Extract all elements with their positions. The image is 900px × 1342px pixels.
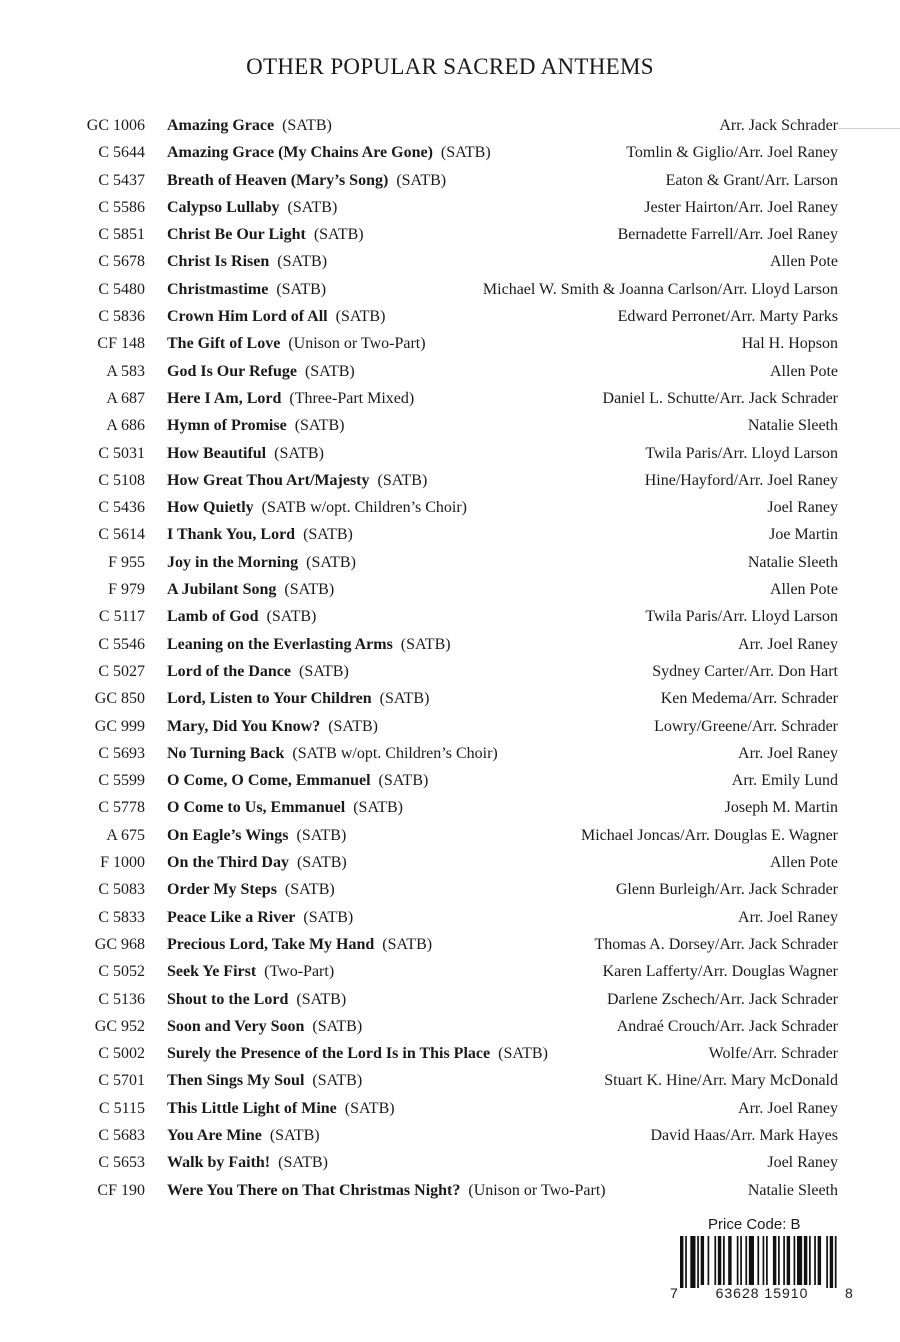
catalog-code: C 5436 bbox=[98, 499, 145, 517]
anthem-credit: Allen Pote bbox=[770, 253, 838, 271]
anthem-title: God Is Our Refuge bbox=[167, 362, 297, 380]
anthem-title-group bbox=[167, 412, 344, 439]
anthem-credit: Arr. Joel Raney bbox=[738, 635, 838, 653]
anthem-row bbox=[0, 1149, 900, 1176]
anthem-row bbox=[0, 794, 900, 821]
anthem-title: Soon and Very Soon bbox=[167, 1017, 305, 1035]
barcode-bar bbox=[701, 1236, 704, 1288]
anthem-row bbox=[0, 1013, 900, 1040]
anthem-row bbox=[0, 658, 900, 685]
anthem-credit: Eaton & Grant/Arr. Larson bbox=[665, 171, 838, 189]
anthem-voicing: (SATB) bbox=[276, 280, 327, 298]
anthem-title: On the Third Day bbox=[167, 854, 289, 872]
catalog-code: C 5778 bbox=[98, 799, 145, 817]
anthem-voicing: (SATB) bbox=[313, 226, 364, 244]
anthem-row bbox=[0, 849, 900, 876]
anthem-voicing: (SATB) bbox=[400, 635, 451, 653]
anthem-credit: David Haas/Arr. Mark Hayes bbox=[650, 1126, 838, 1144]
anthem-title: The Gift of Love bbox=[167, 335, 281, 353]
catalog-code: A 675 bbox=[106, 826, 145, 844]
catalog-code: A 686 bbox=[106, 417, 145, 435]
barcode-bar bbox=[773, 1236, 776, 1288]
anthem-credit: Joel Raney bbox=[767, 1154, 838, 1172]
barcode-bar bbox=[690, 1236, 695, 1288]
anthem-title-group bbox=[167, 1122, 320, 1149]
catalog-code: C 5693 bbox=[98, 744, 145, 762]
anthem-voicing: (SATB) bbox=[294, 417, 345, 435]
anthem-voicing: (SATB) bbox=[303, 526, 353, 544]
anthem-title-group bbox=[167, 767, 428, 794]
anthem-title: Leaning on the Everlasting Arms bbox=[167, 635, 393, 653]
barcode-bar bbox=[797, 1236, 802, 1288]
anthem-title: Here I Am, Lord bbox=[167, 389, 282, 407]
anthem-title: Lamb of God bbox=[167, 608, 259, 626]
anthem-voicing: (SATB) bbox=[377, 471, 428, 489]
catalog-code: C 5644 bbox=[98, 144, 145, 162]
anthem-voicing: (SATB) bbox=[282, 117, 332, 134]
anthem-voicing: (SATB) bbox=[266, 608, 317, 626]
catalog-code: C 5136 bbox=[98, 990, 145, 1008]
anthem-title-group bbox=[167, 904, 353, 931]
anthem-title: How Beautiful bbox=[167, 444, 267, 462]
anthem-voicing: (SATB) bbox=[284, 581, 335, 599]
anthem-row bbox=[0, 767, 900, 794]
anthem-credit: Daniel L. Schutte/Arr. Jack Schrader bbox=[602, 389, 838, 407]
barcode-bar bbox=[757, 1236, 759, 1288]
anthem-credit: Darlene Zschech/Arr. Jack Schrader bbox=[607, 990, 838, 1008]
barcode-bar bbox=[714, 1236, 716, 1288]
anthem-credit: Arr. Jack Schrader bbox=[719, 117, 838, 134]
anthem-title: How Quietly bbox=[167, 499, 254, 517]
anthem-title: Christ Be Our Light bbox=[167, 226, 306, 244]
catalog-code: GC 968 bbox=[94, 935, 145, 953]
anthem-credit: Natalie Sleeth bbox=[747, 553, 838, 571]
anthem-voicing: (SATB) bbox=[296, 990, 347, 1008]
catalog-code: C 5833 bbox=[98, 908, 145, 926]
anthem-voicing: (SATB) bbox=[298, 662, 349, 680]
anthem-voicing: (SATB w/opt. Children’s Choir) bbox=[261, 499, 468, 517]
anthem-title-group bbox=[167, 358, 355, 385]
anthem-title: Order My Steps bbox=[167, 881, 277, 899]
anthem-credit: Andraé Crouch/Arr. Jack Schrader bbox=[616, 1017, 838, 1035]
anthem-voicing: (SATB w/opt. Children’s Choir) bbox=[292, 744, 498, 762]
anthem-credit: Hine/Hayford/Arr. Joel Raney bbox=[644, 471, 838, 489]
anthem-title: A Jubilant Song bbox=[167, 581, 277, 599]
anthem-title: O Come to Us, Emmanuel bbox=[167, 799, 346, 817]
anthem-voicing: (SATB) bbox=[312, 1017, 363, 1035]
barcode-bar bbox=[783, 1236, 785, 1288]
anthem-title-group bbox=[167, 958, 334, 985]
anthem-voicing: (SATB) bbox=[284, 881, 335, 899]
anthem-row bbox=[0, 248, 900, 275]
anthem-title-group bbox=[167, 330, 426, 357]
anthem-title: On Eagle’s Wings bbox=[167, 826, 289, 844]
anthem-title: Walk by Faith! bbox=[167, 1154, 271, 1172]
anthem-voicing: (SATB) bbox=[379, 690, 430, 708]
anthem-voicing: (SATB) bbox=[306, 553, 356, 571]
anthem-title-group bbox=[167, 1013, 362, 1040]
anthem-title: Surely the Presence of the Lord Is in This Place bbox=[167, 1045, 491, 1063]
anthem-row bbox=[0, 385, 900, 412]
anthem-title: Lord, Listen to Your Children bbox=[167, 690, 372, 708]
anthem-voicing: (SATB) bbox=[304, 362, 355, 380]
anthem-voicing: (SATB) bbox=[396, 171, 447, 189]
anthem-voicing: (SATB) bbox=[382, 935, 433, 953]
catalog-code: C 5083 bbox=[98, 881, 145, 899]
anthem-credit: Arr. Joel Raney bbox=[738, 744, 838, 762]
anthem-row bbox=[0, 1040, 900, 1067]
anthem-credit: Lowry/Greene/Arr. Schrader bbox=[654, 717, 838, 735]
barcode-bar bbox=[814, 1236, 816, 1288]
anthem-title-group bbox=[167, 740, 498, 767]
catalog-code: GC 850 bbox=[94, 690, 145, 708]
anthem-credit: Bernadette Farrell/Arr. Joel Raney bbox=[617, 226, 838, 244]
anthem-credit: Arr. Emily Lund bbox=[731, 772, 838, 790]
anthem-title-group bbox=[167, 1067, 362, 1094]
anthem-row bbox=[0, 440, 900, 467]
anthem-title-group bbox=[167, 931, 432, 958]
anthem-title-group bbox=[167, 139, 491, 166]
anthem-credit: Arr. Joel Raney bbox=[738, 1099, 838, 1117]
anthem-row bbox=[0, 904, 900, 931]
anthem-title: Hymn of Promise bbox=[167, 417, 287, 435]
anthem-title: How Great Thou Art/Majesty bbox=[167, 471, 370, 489]
anthem-title: Joy in the Morning bbox=[167, 553, 299, 571]
anthem-title-group bbox=[167, 876, 335, 903]
barcode-bar bbox=[778, 1236, 780, 1288]
anthem-title: Then Sings My Soul bbox=[167, 1072, 305, 1090]
anthem-title-group bbox=[167, 549, 356, 576]
barcode-bar bbox=[718, 1236, 721, 1288]
anthem-title-group bbox=[167, 658, 349, 685]
barcode-digits: 63628 15910 bbox=[700, 1285, 824, 1301]
anthem-list bbox=[0, 112, 900, 1204]
anthem-voicing: (Two-Part) bbox=[264, 963, 335, 981]
anthem-credit: Joel Raney bbox=[767, 499, 838, 517]
anthem-title: Christmastime bbox=[167, 280, 269, 298]
anthem-title: Were You There on That Christmas Night? bbox=[167, 1181, 461, 1199]
anthem-voicing: (SATB) bbox=[296, 826, 347, 844]
anthem-title: Breath of Heaven (Mary’s Song) bbox=[167, 171, 389, 189]
anthem-row bbox=[0, 549, 900, 576]
anthem-title-group bbox=[167, 467, 427, 494]
anthem-title: Calypso Lullaby bbox=[167, 198, 280, 216]
anthem-title: Christ Is Risen bbox=[167, 253, 270, 271]
price-code: Price Code: B bbox=[708, 1216, 801, 1233]
anthem-title-group bbox=[167, 248, 327, 275]
anthem-title: Amazing Grace bbox=[167, 117, 275, 134]
anthem-credit: Glenn Burleigh/Arr. Jack Schrader bbox=[615, 881, 838, 899]
anthem-row bbox=[0, 358, 900, 385]
anthem-credit: Michael Joncas/Arr. Douglas E. Wagner bbox=[580, 826, 838, 844]
anthem-row bbox=[0, 139, 900, 166]
anthem-row bbox=[0, 986, 900, 1013]
catalog-code: C 5052 bbox=[98, 963, 145, 981]
catalog-code: C 5115 bbox=[98, 1099, 145, 1117]
anthem-voicing: (SATB) bbox=[344, 1099, 395, 1117]
anthem-row bbox=[0, 1067, 900, 1094]
anthem-voicing: (Unison or Two-Part) bbox=[288, 335, 426, 353]
catalog-code: C 5108 bbox=[98, 471, 145, 489]
anthem-title: O Come, O Come, Emmanuel bbox=[167, 772, 371, 790]
anthem-title-group bbox=[167, 385, 414, 412]
catalog-code: C 5480 bbox=[98, 280, 145, 298]
anthem-title: Mary, Did You Know? bbox=[167, 717, 321, 735]
anthem-title-group bbox=[167, 521, 353, 548]
anthem-title-group bbox=[167, 494, 467, 521]
catalog-code: C 5851 bbox=[98, 226, 145, 244]
barcode-bar bbox=[763, 1236, 765, 1288]
anthem-credit: Jester Hairton/Arr. Joel Raney bbox=[644, 198, 838, 216]
catalog-code: A 583 bbox=[106, 362, 145, 380]
barcode-icon bbox=[680, 1236, 840, 1288]
anthem-title: Crown Him Lord of All bbox=[167, 308, 328, 326]
anthem-row bbox=[0, 221, 900, 248]
anthem-row bbox=[0, 685, 900, 712]
barcode-bar bbox=[745, 1236, 747, 1288]
anthem-title-group bbox=[167, 1177, 606, 1204]
catalog-code: C 5031 bbox=[98, 444, 145, 462]
anthem-title-group bbox=[167, 685, 429, 712]
anthem-title-group bbox=[167, 440, 324, 467]
barcode-bar bbox=[708, 1236, 710, 1288]
barcode-bar bbox=[804, 1236, 807, 1288]
anthem-voicing: (SATB) bbox=[378, 772, 429, 790]
anthem-voicing: (SATB) bbox=[440, 144, 491, 162]
anthem-title-group bbox=[167, 631, 451, 658]
catalog-code: C 5653 bbox=[98, 1154, 145, 1172]
anthem-credit: Twila Paris/Arr. Lloyd Larson bbox=[645, 608, 838, 626]
anthem-voicing: (SATB) bbox=[278, 1154, 328, 1172]
anthem-credit: Sydney Carter/Arr. Don Hart bbox=[652, 662, 838, 680]
anthem-row bbox=[0, 276, 900, 303]
anthem-credit: Michael W. Smith & Joanna Carlson/Arr. Lloyd Larson bbox=[482, 280, 838, 298]
anthem-voicing: (SATB) bbox=[335, 308, 386, 326]
barcode-bar bbox=[794, 1236, 796, 1288]
anthem-row bbox=[0, 740, 900, 767]
barcode-digit-right: 8 bbox=[845, 1285, 853, 1301]
anthem-row bbox=[0, 112, 900, 139]
anthem-title: Amazing Grace (My Chains Are Gone) bbox=[167, 144, 433, 162]
barcode-bar bbox=[749, 1236, 754, 1288]
anthem-credit: Wolfe/Arr. Schrader bbox=[708, 1045, 838, 1063]
anthem-credit: Twila Paris/Arr. Lloyd Larson bbox=[645, 444, 838, 462]
anthem-title: Precious Lord, Take My Hand bbox=[167, 935, 375, 953]
anthem-voicing: (SATB) bbox=[303, 908, 354, 926]
anthem-title-group bbox=[167, 1149, 328, 1176]
anthem-row bbox=[0, 1177, 900, 1204]
anthem-title-group bbox=[167, 1095, 395, 1122]
catalog-code: C 5586 bbox=[98, 198, 145, 216]
anthem-title-group bbox=[167, 822, 346, 849]
anthem-voicing: (SATB) bbox=[353, 799, 403, 817]
catalog-code: C 5701 bbox=[98, 1072, 145, 1090]
catalog-code: A 687 bbox=[106, 389, 145, 407]
catalog-code: C 5599 bbox=[98, 772, 145, 790]
barcode-bar bbox=[737, 1236, 739, 1288]
anthem-row bbox=[0, 958, 900, 985]
catalog-code: GC 999 bbox=[94, 717, 145, 735]
anthem-voicing: (SATB) bbox=[287, 198, 338, 216]
anthem-title: No Turning Back bbox=[167, 744, 285, 762]
anthem-row bbox=[0, 494, 900, 521]
anthem-voicing: (Unison or Two-Part) bbox=[468, 1181, 606, 1199]
anthem-voicing: (SATB) bbox=[328, 717, 378, 735]
barcode-digit-left: 7 bbox=[670, 1285, 678, 1301]
catalog-code: C 5836 bbox=[98, 308, 145, 326]
anthem-credit: Stuart K. Hine/Arr. Mary McDonald bbox=[604, 1072, 838, 1090]
anthem-row bbox=[0, 576, 900, 603]
anthem-row bbox=[0, 1122, 900, 1149]
anthem-title-group bbox=[167, 794, 403, 821]
anthem-title-group bbox=[167, 276, 326, 303]
anthem-title-group bbox=[167, 221, 364, 248]
anthem-row bbox=[0, 631, 900, 658]
barcode-bar bbox=[835, 1236, 837, 1288]
catalog-code: C 5002 bbox=[98, 1045, 145, 1063]
catalog-code: F 955 bbox=[108, 553, 145, 571]
catalog-code: C 5437 bbox=[98, 171, 145, 189]
anthem-title-group bbox=[167, 603, 316, 630]
anthem-credit: Allen Pote bbox=[770, 854, 838, 872]
anthem-row bbox=[0, 194, 900, 221]
anthem-voicing: (Three-Part Mixed) bbox=[289, 389, 415, 407]
anthem-title: I Thank You, Lord bbox=[167, 526, 296, 544]
anthem-row bbox=[0, 467, 900, 494]
anthem-title-group bbox=[167, 986, 346, 1013]
anthem-title: Peace Like a River bbox=[167, 908, 296, 926]
anthem-voicing: (SATB) bbox=[269, 1126, 320, 1144]
barcode-bar bbox=[728, 1236, 731, 1288]
anthem-voicing: (SATB) bbox=[296, 854, 347, 872]
barcode-bar bbox=[766, 1236, 768, 1288]
anthem-row bbox=[0, 822, 900, 849]
catalog-code: F 1000 bbox=[100, 854, 145, 872]
anthem-row bbox=[0, 521, 900, 548]
anthem-credit: Joe Martin bbox=[769, 526, 838, 544]
anthem-row bbox=[0, 603, 900, 630]
catalog-code: CF 148 bbox=[97, 335, 145, 353]
anthem-row bbox=[0, 1095, 900, 1122]
anthem-credit: Karen Lafferty/Arr. Douglas Wagner bbox=[602, 963, 838, 981]
page-title: OTHER POPULAR SACRED ANTHEMS bbox=[246, 54, 654, 79]
anthem-title: Shout to the Lord bbox=[167, 990, 289, 1008]
catalog-code: GC 952 bbox=[94, 1017, 145, 1035]
catalog-code: C 5678 bbox=[98, 253, 145, 271]
anthem-row bbox=[0, 713, 900, 740]
anthem-title-group bbox=[167, 713, 378, 740]
anthem-row bbox=[0, 412, 900, 439]
catalog-code: C 5683 bbox=[98, 1126, 145, 1144]
anthem-voicing: (SATB) bbox=[274, 444, 324, 462]
barcode-bar bbox=[818, 1236, 821, 1288]
barcode-bar bbox=[697, 1236, 699, 1288]
barcode-bar bbox=[826, 1236, 828, 1288]
barcode-bar bbox=[723, 1236, 725, 1288]
catalog-code: GC 1006 bbox=[86, 117, 145, 134]
barcode-bar bbox=[685, 1236, 687, 1288]
anthem-credit: Joseph M. Martin bbox=[724, 799, 838, 817]
anthem-row bbox=[0, 167, 900, 194]
anthem-credit: Tomlin & Giglio/Arr. Joel Raney bbox=[626, 144, 838, 162]
barcode-bar bbox=[787, 1236, 790, 1288]
anthem-title-group bbox=[167, 303, 385, 330]
anthem-title-group bbox=[167, 1040, 548, 1067]
anthem-voicing: (SATB) bbox=[312, 1072, 363, 1090]
catalog-code: C 5027 bbox=[98, 662, 145, 680]
anthem-title: You Are Mine bbox=[167, 1126, 262, 1144]
anthem-voicing: (SATB) bbox=[498, 1045, 548, 1063]
catalog-code: CF 190 bbox=[97, 1181, 145, 1199]
barcode-bar bbox=[809, 1236, 811, 1288]
anthem-credit: Arr. Joel Raney bbox=[738, 908, 838, 926]
anthem-credit: Thomas A. Dorsey/Arr. Jack Schrader bbox=[594, 935, 838, 953]
anthem-title: This Little Light of Mine bbox=[167, 1099, 337, 1117]
barcode-bar bbox=[740, 1236, 742, 1288]
catalog-code: C 5117 bbox=[98, 608, 145, 626]
anthem-credit: Natalie Sleeth bbox=[747, 1181, 838, 1199]
anthem-title-group bbox=[167, 849, 347, 876]
catalog-code: F 979 bbox=[108, 581, 145, 599]
anthem-row bbox=[0, 330, 900, 357]
anthem-row bbox=[0, 876, 900, 903]
anthem-title-group bbox=[167, 194, 337, 221]
anthem-credit: Edward Perronet/Arr. Marty Parks bbox=[617, 308, 838, 326]
anthem-row bbox=[0, 303, 900, 330]
barcode-bar bbox=[830, 1236, 833, 1288]
anthem-voicing: (SATB) bbox=[277, 253, 328, 271]
anthem-title: Lord of the Dance bbox=[167, 662, 291, 680]
anthem-title-group bbox=[167, 576, 334, 603]
catalog-code: C 5546 bbox=[98, 635, 145, 653]
anthem-credit: Natalie Sleeth bbox=[747, 417, 838, 435]
anthem-credit: Allen Pote bbox=[770, 362, 838, 380]
anthem-title-group bbox=[167, 167, 446, 194]
barcode-bar bbox=[680, 1236, 683, 1288]
anthem-title-group bbox=[167, 112, 332, 139]
catalog-code: C 5614 bbox=[98, 526, 145, 544]
anthem-credit: Allen Pote bbox=[770, 581, 838, 599]
anthem-title: Seek Ye First bbox=[167, 963, 257, 981]
anthem-credit: Ken Medema/Arr. Schrader bbox=[660, 690, 838, 708]
anthem-row bbox=[0, 931, 900, 958]
anthem-credit: Hal H. Hopson bbox=[741, 335, 838, 353]
